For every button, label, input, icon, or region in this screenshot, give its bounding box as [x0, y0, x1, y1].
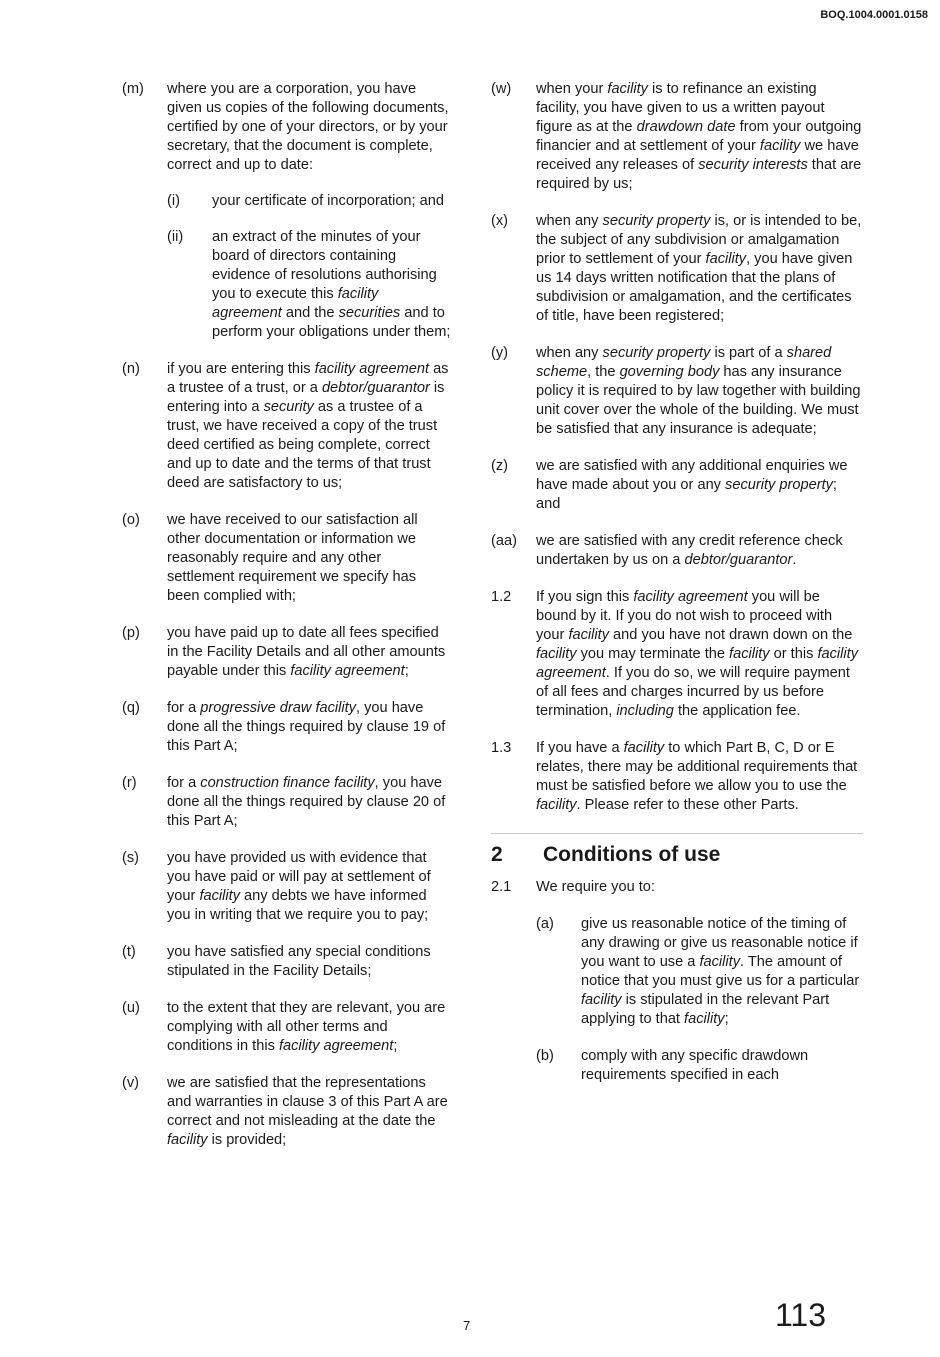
list-item	[122, 511, 452, 606]
list-item-label: (s)	[122, 850, 140, 866]
clause	[491, 878, 863, 897]
list-item	[122, 360, 452, 493]
text-run: when any	[536, 345, 603, 361]
text-run: give us reasonable notice of the timing of any drawing or give us reasonable notice if you want to use a	[581, 916, 858, 970]
text-run: as a trustee of a trust, or a	[167, 361, 449, 396]
clause-label: 1.3	[491, 740, 512, 756]
section-heading	[491, 842, 863, 868]
text-run: we have received to our satisfaction all other documentation or information we reasonably require and any other settlement requirement we specify has been complied with;	[167, 512, 418, 604]
subitem-label: (ii)	[167, 229, 184, 245]
list-item-label: (u)	[122, 1000, 140, 1016]
list-item-paragraph	[536, 344, 863, 439]
list-item-label: (o)	[122, 512, 140, 528]
list-item	[122, 624, 452, 681]
list-item-text	[581, 1047, 863, 1085]
list-item-label: (z)	[491, 458, 509, 474]
list-item-paragraph	[581, 915, 863, 1029]
list-item	[122, 699, 452, 756]
list-item-text	[167, 511, 452, 606]
text-run: we are satisfied that the representations and warranties in clause 3 of this Part A are correct and not misleading at the date the	[167, 1075, 448, 1129]
list-item-label: (t)	[122, 944, 136, 960]
list-item-label: (x)	[491, 213, 509, 229]
defined-term: facility	[729, 646, 770, 662]
text-run: is to refinance an existing facility, you have given to us a written payout figure as at the	[536, 81, 825, 135]
text-run: and you have not drawn down on the	[609, 627, 853, 643]
subitem-paragraph	[212, 192, 452, 211]
text-run: , you have done all the things required by clause 20 of this Part A;	[167, 775, 446, 829]
text-run: if you are entering this	[167, 361, 315, 377]
text-run: comply with any specific drawdown requirements specified in each	[581, 1048, 809, 1083]
text-run: for a	[167, 775, 201, 791]
list-item-text	[167, 360, 452, 493]
list-item	[122, 1074, 452, 1150]
list-item	[122, 774, 452, 831]
list-item-paragraph	[167, 80, 452, 175]
text-run: , you have given us 14 days written notification that the plans of subdivision or amalgamation, and the certificates of title, have been registered;	[536, 251, 853, 324]
document-id: BOQ.1004.0001.0158	[820, 9, 928, 21]
text-run: you may terminate the	[576, 646, 730, 662]
text-run: as a trustee of a trust, we have received a copy of the trust deed certified as being complete, correct and up to date and the terms of that trust deed are satisfactory to us;	[167, 399, 438, 491]
list-item-text	[167, 80, 452, 342]
defined-term: facility	[705, 251, 747, 267]
text-run: . Please refer to these other Parts.	[576, 797, 799, 813]
list-item-paragraph	[167, 774, 452, 831]
text-run: , the	[587, 364, 620, 380]
list-item	[122, 943, 452, 981]
list-item-paragraph	[167, 624, 452, 681]
clause-text	[536, 878, 863, 897]
clause-2-1-items	[536, 915, 863, 1085]
clause-2-1	[491, 878, 863, 897]
text-run: or this	[769, 646, 818, 662]
defined-term: facility agreement	[633, 589, 748, 605]
text-run: you have provided us with evidence that you have paid or will pay at settlement of your	[167, 850, 431, 904]
defined-term: facility	[536, 797, 577, 813]
list-item-text	[536, 457, 863, 514]
list-item-paragraph	[167, 699, 452, 756]
defined-term: facility agreement	[536, 646, 858, 681]
clause-paragraph	[536, 739, 863, 815]
list-item	[122, 999, 452, 1056]
defined-term: drawdown date	[636, 119, 736, 135]
list-item-paragraph	[581, 1047, 863, 1085]
text-run: ;	[404, 663, 409, 679]
list-item-text	[167, 999, 452, 1056]
text-run: and the	[281, 305, 339, 321]
subitem-text	[212, 192, 452, 211]
list-item-text	[167, 849, 452, 925]
list-item	[491, 344, 863, 439]
section-heading-number: 2	[491, 843, 503, 866]
text-run: an extract of the minutes of your board of directors containing evidence of resolutions authorising you to execute this	[212, 229, 437, 302]
text-run: you will be bound by it. If you do not wish to proceed with your	[536, 589, 833, 643]
text-run: to which Part B, C, D or E relates, there may be additional requirements that must be satisfied before we allow you to use the	[536, 740, 858, 794]
clause-paragraph	[536, 878, 863, 897]
text-run: . The amount of notice that you must give us for a particular	[581, 954, 860, 989]
list-item-label: (b)	[536, 1048, 554, 1064]
text-run: to the extent that they are relevant, you are complying with all other terms and conditions in this	[167, 1000, 446, 1054]
list-item-label: (a)	[536, 916, 554, 932]
defined-term: progressive draw facility	[200, 700, 356, 716]
subitem	[167, 228, 452, 342]
section-divider	[491, 833, 863, 834]
text-run: where you are a corporation, you have given us copies of the following documents, certified by one of your directors, or by your secretary, that the document is complete, correct and up to date:	[167, 81, 449, 173]
defined-term: facility agreement	[290, 663, 405, 679]
text-run: If you have a	[536, 740, 624, 756]
list-item-text	[581, 915, 863, 1029]
text-run: that are required by us;	[536, 157, 862, 192]
clause-label: 1.2	[491, 589, 512, 605]
text-run: when your	[536, 81, 608, 97]
list-item-label: (aa)	[491, 533, 517, 549]
text-run: is entering into a	[167, 380, 445, 415]
defined-term: security interests	[698, 157, 808, 173]
section-heading-title: Conditions of use	[543, 843, 721, 866]
defined-term: facility	[167, 1132, 208, 1148]
text-run: we have received any releases of	[536, 138, 859, 173]
list-item-paragraph	[167, 1074, 452, 1150]
list-item-label: (w)	[491, 81, 512, 97]
text-run: ;	[393, 1038, 398, 1054]
defined-term: facility	[536, 646, 577, 662]
list-item-paragraph	[536, 532, 863, 570]
text-run: when any	[536, 213, 603, 229]
text-run: we are satisfied with any credit reference check undertaken by us on a	[536, 533, 843, 568]
defined-term: facility agreement	[314, 361, 430, 377]
list-item	[491, 532, 863, 570]
text-run: has any insurance policy it is required to by law together with building unit cover over the whole of the building. We must be satisfied that any insurance is adequate;	[536, 364, 861, 437]
defined-term: facility	[568, 627, 609, 643]
defined-term: including	[616, 703, 674, 719]
list-item-label: (p)	[122, 625, 140, 641]
list-item-paragraph	[536, 80, 863, 194]
defined-term: securities	[338, 305, 401, 321]
list-item-text	[167, 699, 452, 756]
text-run: for a	[167, 700, 201, 716]
clause-text	[536, 739, 863, 815]
text-run: is stipulated in the relevant Part applying to that	[581, 992, 830, 1027]
list-item-label: (m)	[122, 81, 144, 97]
list-item-paragraph	[167, 943, 452, 981]
list-item-label: (q)	[122, 700, 140, 716]
text-run: If you sign this	[536, 589, 634, 605]
text-run: any debts we have informed you in writing that we require you to pay;	[167, 888, 429, 923]
list-item-paragraph	[167, 511, 452, 606]
defined-term: facility agreement	[278, 1038, 394, 1054]
defined-term: security	[263, 399, 314, 415]
text-run: the application fee.	[673, 703, 801, 719]
list-item-text	[536, 80, 863, 194]
text-run: from your outgoing financier and at settlement of your	[536, 119, 862, 154]
text-run: is part of a	[710, 345, 787, 361]
text-run: is, or is intended to be, the subject of any subdivision or amalgamation prior to settlement of your	[536, 213, 862, 267]
list-item-paragraph	[167, 849, 452, 925]
list-item-text	[536, 532, 863, 570]
list-item	[122, 849, 452, 925]
clause	[491, 588, 863, 721]
subitem-label: (i)	[167, 193, 180, 209]
subitem-list	[167, 192, 452, 342]
text-run: . If you do so, we will require payment of all fees and charges incurred by us before termination,	[536, 665, 850, 719]
list-item-text	[167, 774, 452, 831]
page-number: 7	[463, 1318, 471, 1333]
clause-text	[536, 588, 863, 721]
text-run: , you have done all the things required by clause 19 of this Part A;	[167, 700, 446, 754]
right-column	[491, 80, 863, 1103]
defined-term: governing body	[619, 364, 720, 380]
defined-term: construction finance facility	[200, 775, 375, 791]
defined-term: debtor/guarantor	[684, 552, 793, 568]
list-item	[491, 80, 863, 194]
text-run: your certificate of incorporation; and	[212, 193, 445, 209]
defined-term: security property	[602, 345, 711, 361]
list-item-text	[167, 943, 452, 981]
subitem-paragraph	[212, 228, 452, 342]
list-item-label: (y)	[491, 345, 509, 361]
list-item-paragraph	[536, 457, 863, 514]
text-run: is provided;	[207, 1132, 287, 1148]
clause-paragraph	[536, 588, 863, 721]
defined-term: shared scheme	[536, 345, 832, 380]
defined-term: debtor/guarantor	[321, 380, 430, 396]
list-item-paragraph	[167, 360, 452, 493]
left-column	[122, 80, 452, 1168]
text-run: ;	[724, 1011, 729, 1027]
text-run: We require you to:	[536, 879, 655, 895]
subitem	[167, 192, 452, 211]
list-item-text	[167, 1074, 452, 1150]
list-item-label: (r)	[122, 775, 137, 791]
subitem-text	[212, 228, 452, 342]
list-item-text	[536, 212, 863, 326]
list-item	[536, 1047, 863, 1085]
list-item	[536, 915, 863, 1029]
text-run: .	[792, 552, 797, 568]
list-item	[122, 80, 452, 342]
defined-term: security property	[602, 213, 711, 229]
text-run: you have paid up to date all fees specified in the Facility Details and all other amounts payable under this	[167, 625, 446, 679]
defined-term: facility	[623, 740, 665, 756]
text-run: you have satisfied any special conditions stipulated in the Facility Details;	[167, 944, 431, 979]
list-item-paragraph	[536, 212, 863, 326]
defined-term: facility	[699, 954, 740, 970]
defined-term: facility	[759, 138, 801, 154]
list-item-label: (n)	[122, 361, 140, 377]
list-item-paragraph	[167, 999, 452, 1056]
defined-term: facility	[199, 888, 240, 904]
right-items	[491, 80, 863, 570]
defined-term: facility	[581, 992, 622, 1008]
text-run: we are satisfied with any additional enquiries we have made about you or any	[536, 458, 848, 493]
list-item-text	[167, 624, 452, 681]
defined-term: security property	[725, 477, 833, 493]
clause-label: 2.1	[491, 879, 512, 895]
bundle-number: 113	[775, 1297, 827, 1333]
clause	[491, 739, 863, 815]
list-item-text	[536, 344, 863, 439]
list-item	[491, 457, 863, 514]
defined-term: facility	[684, 1011, 725, 1027]
defined-term: facility	[607, 81, 648, 97]
defined-term: facility agreement	[212, 286, 379, 321]
list-item-label: (v)	[122, 1075, 140, 1091]
right-sections	[491, 588, 863, 815]
text-run: ; and	[536, 477, 837, 512]
text-run: and to perform your obligations under them;	[212, 305, 451, 340]
list-item	[491, 212, 863, 326]
